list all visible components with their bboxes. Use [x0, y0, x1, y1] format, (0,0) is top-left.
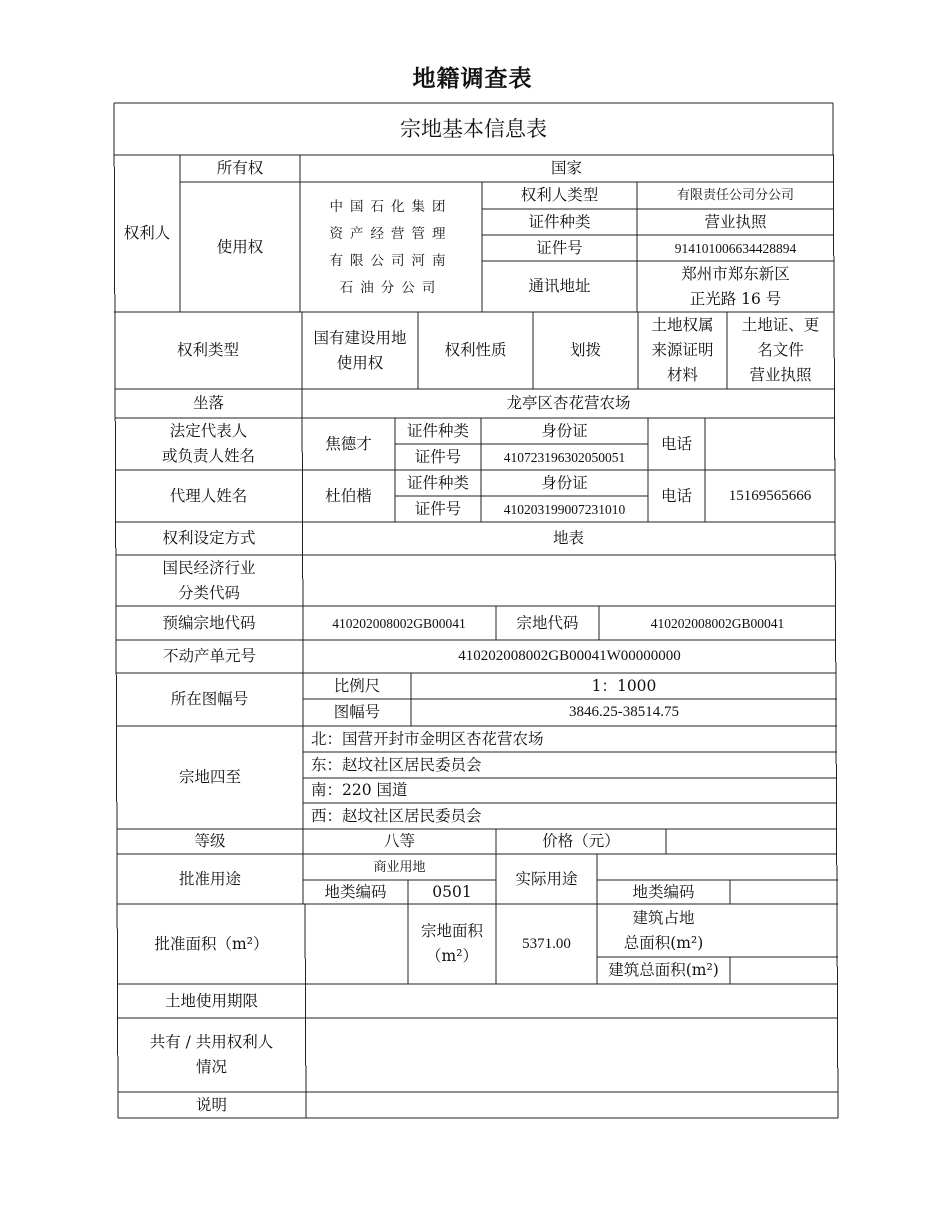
source-value-line: 营业执照 — [749, 366, 812, 384]
footprint-area-label — [597, 904, 730, 957]
approved-code-label: 地类编码 — [324, 882, 387, 901]
agent-label: 代理人姓名 — [169, 486, 248, 505]
grade-value: 八等 — [383, 832, 415, 850]
footprint-area-label-line: 建筑占地 — [632, 908, 695, 927]
source-material-value — [727, 312, 834, 389]
right-type-label: 权利类型 — [176, 341, 239, 359]
section-title: 宗地基本信息表 — [400, 116, 547, 141]
legal-rep-id-type-value: 身份证 — [541, 421, 588, 440]
pre-parcel-code-value: 410202008002GB00041 — [332, 615, 466, 631]
realty-unit-label: 不动产单元号 — [162, 647, 256, 665]
holder-type-value: 有限责任公司分公司 — [676, 188, 794, 203]
pre-parcel-code-label: 预编宗地代码 — [162, 613, 256, 632]
legal-rep-label-line: 法定代表人 — [169, 422, 248, 440]
legal-rep-id-no-label: 证件号 — [414, 447, 462, 466]
boundaries-label: 宗地四至 — [178, 768, 241, 786]
notes-value — [305, 1092, 838, 1118]
total-floor-area-label: 建筑总面积(m²) — [608, 961, 719, 979]
actual-use-value — [597, 854, 838, 880]
industry-code-label-line: 分类代码 — [177, 583, 240, 602]
right-type-line: 国有建设用地 — [313, 328, 407, 347]
scale-value: 1：1000 — [591, 676, 657, 695]
agent-id-type-value: 身份证 — [541, 473, 588, 492]
legal-rep-id-no-value: 410723196302050051 — [503, 449, 626, 465]
approved-area-label: 批准面积（m²） — [154, 934, 269, 953]
parcel-area-value: 5371.00 — [522, 935, 571, 952]
right-nature-label: 权利性质 — [444, 341, 507, 359]
price-value — [666, 829, 837, 854]
map-sheet-label: 所在图幅号 — [170, 690, 249, 708]
setup-method-label: 权利设定方式 — [162, 529, 256, 547]
parcel-area-label-line: 宗地面积 — [420, 922, 483, 940]
agent-id-type-label: 证件种类 — [406, 473, 469, 492]
parcel-area-label — [408, 904, 496, 984]
agent-id-no-value: 410203199007231010 — [503, 501, 626, 517]
actual-code-label: 地类编码 — [632, 882, 695, 901]
boundary-east: 东：赵坟社区居民委员会 — [311, 755, 482, 774]
approved-code-value: 0501 — [432, 882, 472, 901]
agent-phone-label: 电话 — [660, 486, 692, 505]
agent-id-no-label: 证件号 — [414, 499, 462, 518]
approved-area-value — [305, 904, 408, 984]
grade-label: 等级 — [194, 832, 226, 850]
notes-label: 说明 — [195, 1095, 227, 1114]
co-owners-label — [118, 1018, 305, 1092]
total-floor-area-value — [730, 957, 838, 984]
right-type-line: 使用权 — [336, 353, 384, 372]
right-nature-value: 划拨 — [569, 341, 601, 359]
industry-code-label — [116, 555, 302, 606]
sheet-no-label: 图幅号 — [333, 703, 381, 721]
source-label-line: 材料 — [666, 366, 698, 384]
document-title: 地籍调查表 — [412, 65, 533, 92]
co-owners-label-line: 情况 — [195, 1058, 227, 1076]
scale-label: 比例尺 — [333, 676, 381, 695]
ownership-value: 国家 — [550, 159, 582, 177]
source-value-line: 土地证、更 — [741, 316, 820, 334]
legal-rep-phone-value — [705, 418, 835, 470]
price-label: 价格（元） — [542, 832, 620, 850]
boundary-south: 南：220 国道 — [311, 781, 408, 799]
parcel-code-value: 410202008002GB00041 — [650, 615, 785, 631]
id-no-label: 证件号 — [536, 238, 583, 257]
address-label: 通讯地址 — [528, 277, 591, 295]
footprint-area-label-line: 总面积(m²) — [623, 933, 704, 952]
address-line: 郑州市郑东新区 — [681, 264, 790, 283]
industry-code-label-line: 国民经济行业 — [162, 558, 256, 577]
id-no-value: 914101006634428894 — [674, 240, 797, 256]
address-value — [637, 261, 834, 312]
co-owners-value — [305, 1018, 838, 1092]
use-right-holder-line: 中国石化集团 — [329, 199, 453, 215]
legal-rep-label — [115, 418, 302, 470]
legal-rep-id-type-label: 证件种类 — [406, 421, 469, 440]
use-right-holder-line: 有限公司河南 — [329, 253, 453, 269]
legal-rep-phone-label: 电话 — [660, 434, 692, 453]
holder-type-label: 权利人类型 — [520, 186, 599, 204]
realty-unit-value: 410202008002GB00041W00000000 — [458, 648, 681, 664]
rights-holder-label: 权利人 — [123, 224, 171, 242]
legal-rep-label-line: 或负责人姓名 — [161, 447, 255, 465]
agent-name: 杜伯楷 — [325, 486, 372, 505]
use-right-holder-line: 石油分公司 — [339, 280, 443, 296]
ownership-label: 所有权 — [216, 159, 264, 177]
use-right-holder-line: 资产经营管理 — [329, 226, 453, 242]
land-use-term-label: 土地使用期限 — [164, 991, 258, 1010]
parcel-code-label: 宗地代码 — [516, 613, 579, 632]
actual-code-value — [730, 880, 838, 904]
use-right-holder — [300, 192, 482, 304]
source-value-line: 名文件 — [757, 341, 804, 359]
agent-phone-value: 15169565666 — [728, 487, 812, 504]
parcel-area-label-line: （m²） — [426, 947, 478, 965]
co-owners-label-line: 共有 / 共用权利人 — [149, 1033, 274, 1051]
actual-use-label: 实际用途 — [515, 869, 578, 888]
approved-use-label: 批准用途 — [178, 869, 241, 888]
id-type-label: 证件种类 — [528, 212, 591, 231]
source-label-line: 来源证明 — [651, 341, 714, 359]
land-use-term-value — [305, 984, 838, 1018]
source-label-line: 土地权属 — [651, 316, 714, 334]
setup-method-value: 地表 — [552, 529, 584, 547]
use-right-label: 使用权 — [216, 237, 264, 256]
source-material-label — [638, 312, 727, 389]
sheet-no-value: 3846.25-38514.75 — [569, 704, 679, 720]
id-type-value: 营业执照 — [704, 212, 767, 231]
footprint-area-value — [730, 904, 838, 957]
location-value: 龙亭区杏花营农场 — [506, 394, 631, 412]
industry-code-value — [302, 555, 836, 606]
approved-use-value: 商业用地 — [373, 859, 426, 875]
legal-rep-name: 焦德才 — [325, 434, 372, 453]
right-type-value — [302, 312, 418, 389]
location-label: 坐落 — [192, 394, 224, 412]
boundary-west: 西：赵坟社区居民委员会 — [311, 806, 482, 825]
address-line: 正光路 16 号 — [689, 289, 782, 308]
boundary-north: 北：国营开封市金明区杏花营农场 — [311, 729, 544, 748]
